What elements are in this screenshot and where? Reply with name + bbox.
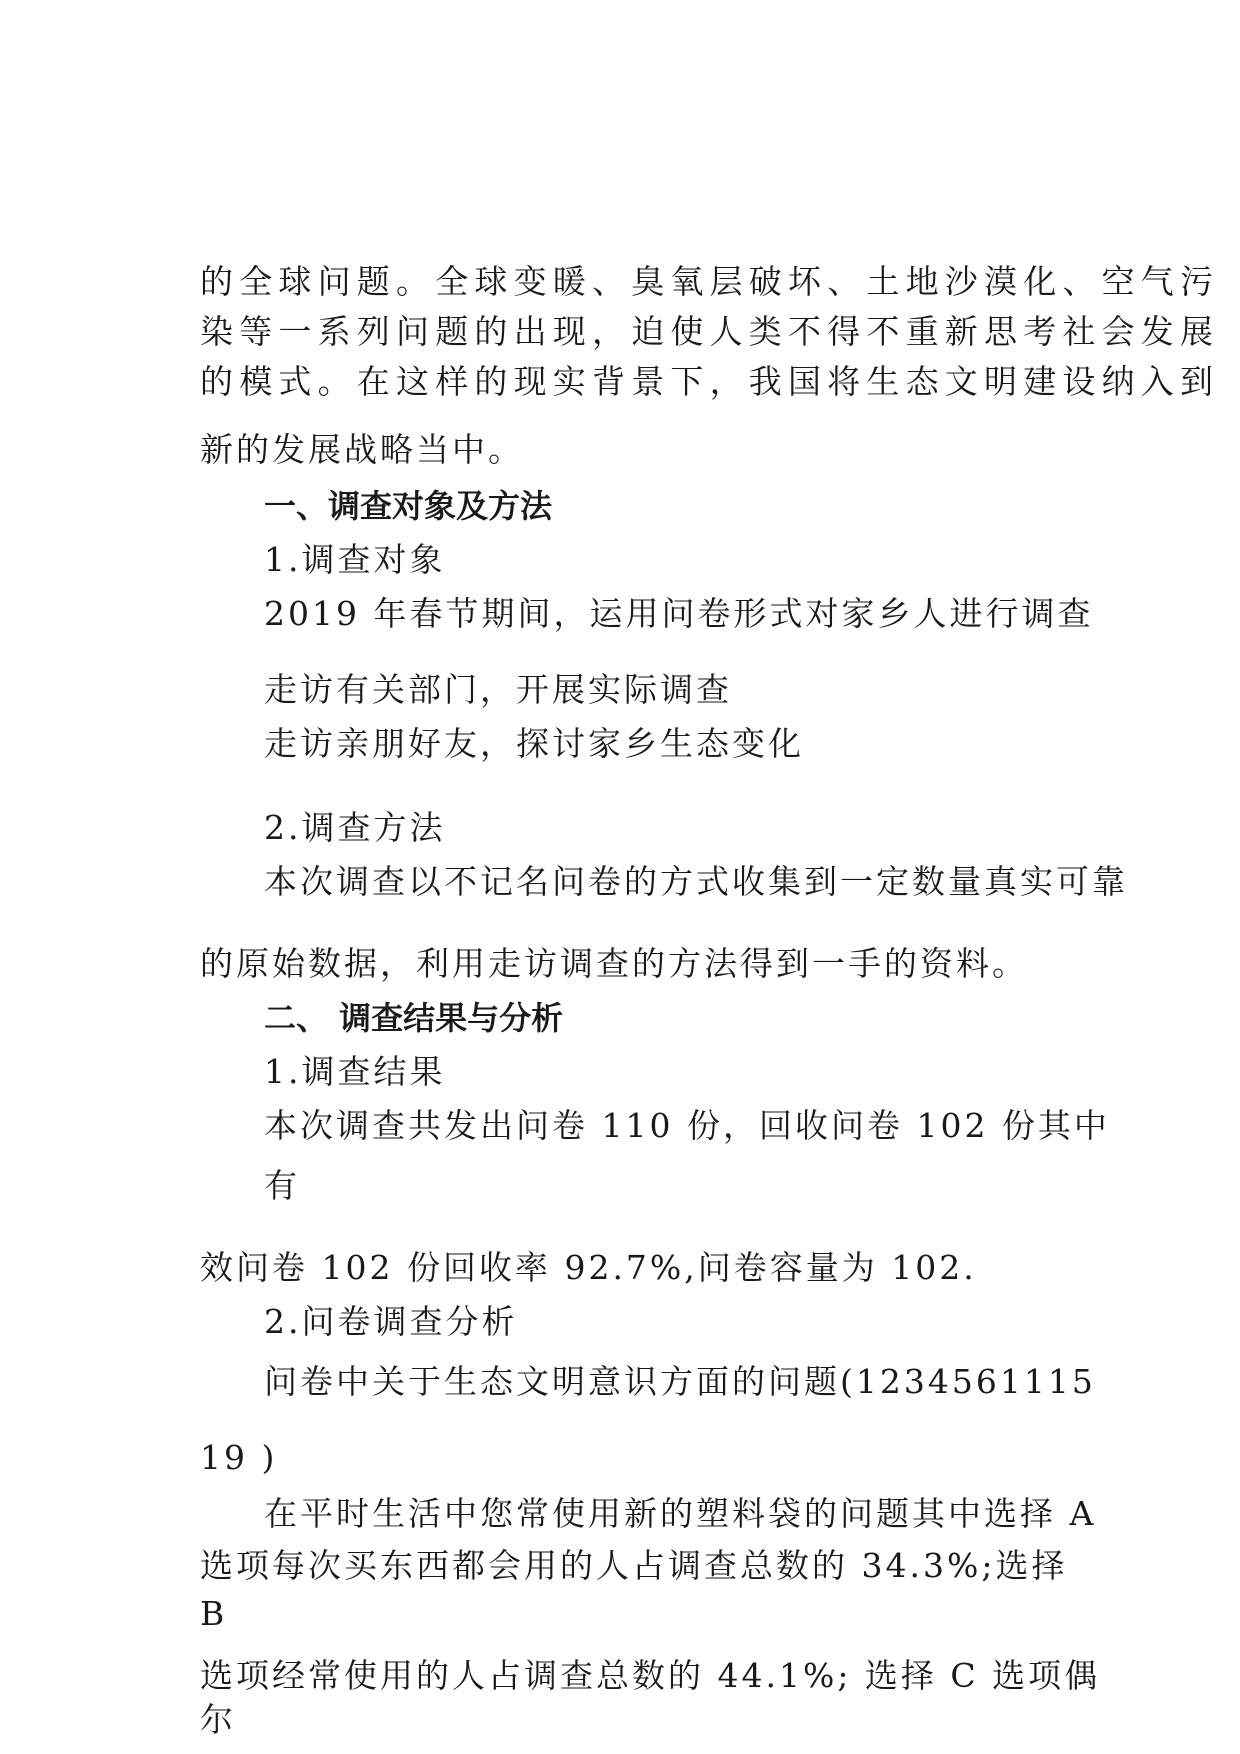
section-2-subheading-analysis: 2.问卷调查分析 [264, 1302, 518, 1341]
analysis-line-2: 19 ) [200, 1438, 278, 1477]
subjects-item-1: 2019 年春节期间，运用问卷形式对家乡人进行调查 [264, 594, 1094, 633]
paragraph-line-3: B [200, 1594, 228, 1633]
results-line-3: 效问卷 102 份回收率 92.7%,问卷容量为 102. [200, 1248, 977, 1287]
section-1-subheading-subjects: 1.调查对象 [264, 540, 446, 579]
section-2-heading: 二、 调查结果与分析 [264, 999, 564, 1037]
subjects-item-2: 走访有关部门，开展实际调查 [264, 670, 732, 709]
section-1-subheading-method: 2.调查方法 [264, 808, 446, 847]
paragraph-line-5: 尔 [200, 1700, 236, 1739]
results-line-1: 本次调查共发出问卷 110 份，回收问卷 102 份其中 [264, 1106, 1110, 1145]
intro-line-3: 的模式。在这样的现实背景下，我国将生态文明建设纳入到 [200, 362, 1220, 401]
intro-line-2: 染等一系列问题的出现，迫使人类不得不重新思考社会发展 [200, 312, 1220, 351]
results-line-2: 有 [264, 1166, 300, 1205]
intro-line-4: 新的发展战略当中。 [200, 430, 524, 469]
method-line-2: 的原始数据，利用走访调查的方法得到一手的资料。 [200, 944, 1028, 983]
subjects-item-3: 走访亲朋好友，探讨家乡生态变化 [264, 724, 804, 763]
intro-line-1: 的全球问题。全球变暖、臭氧层破坏、土地沙漠化、空气污 [200, 262, 1220, 301]
analysis-line-1: 问卷中关于生态文明意识方面的问题(1234561115 [264, 1362, 1096, 1401]
method-line-1: 本次调查以不记名问卷的方式收集到一定数量真实可靠 [264, 862, 1128, 901]
paragraph-line-2: 选项每次买东西都会用的人占调查总数的 34.3%;选择 [200, 1546, 1068, 1585]
section-2-subheading-results: 1.调查结果 [264, 1052, 446, 1091]
paragraph-line-4: 选项经常使用的人占调查总数的 44.1%; 选择 C 选项偶 [200, 1656, 1101, 1695]
section-1-heading: 一、调查对象及方法 [264, 487, 553, 525]
paragraph-line-1: 在平时生活中您常使用新的塑料袋的问题其中选择 A [264, 1494, 1097, 1533]
